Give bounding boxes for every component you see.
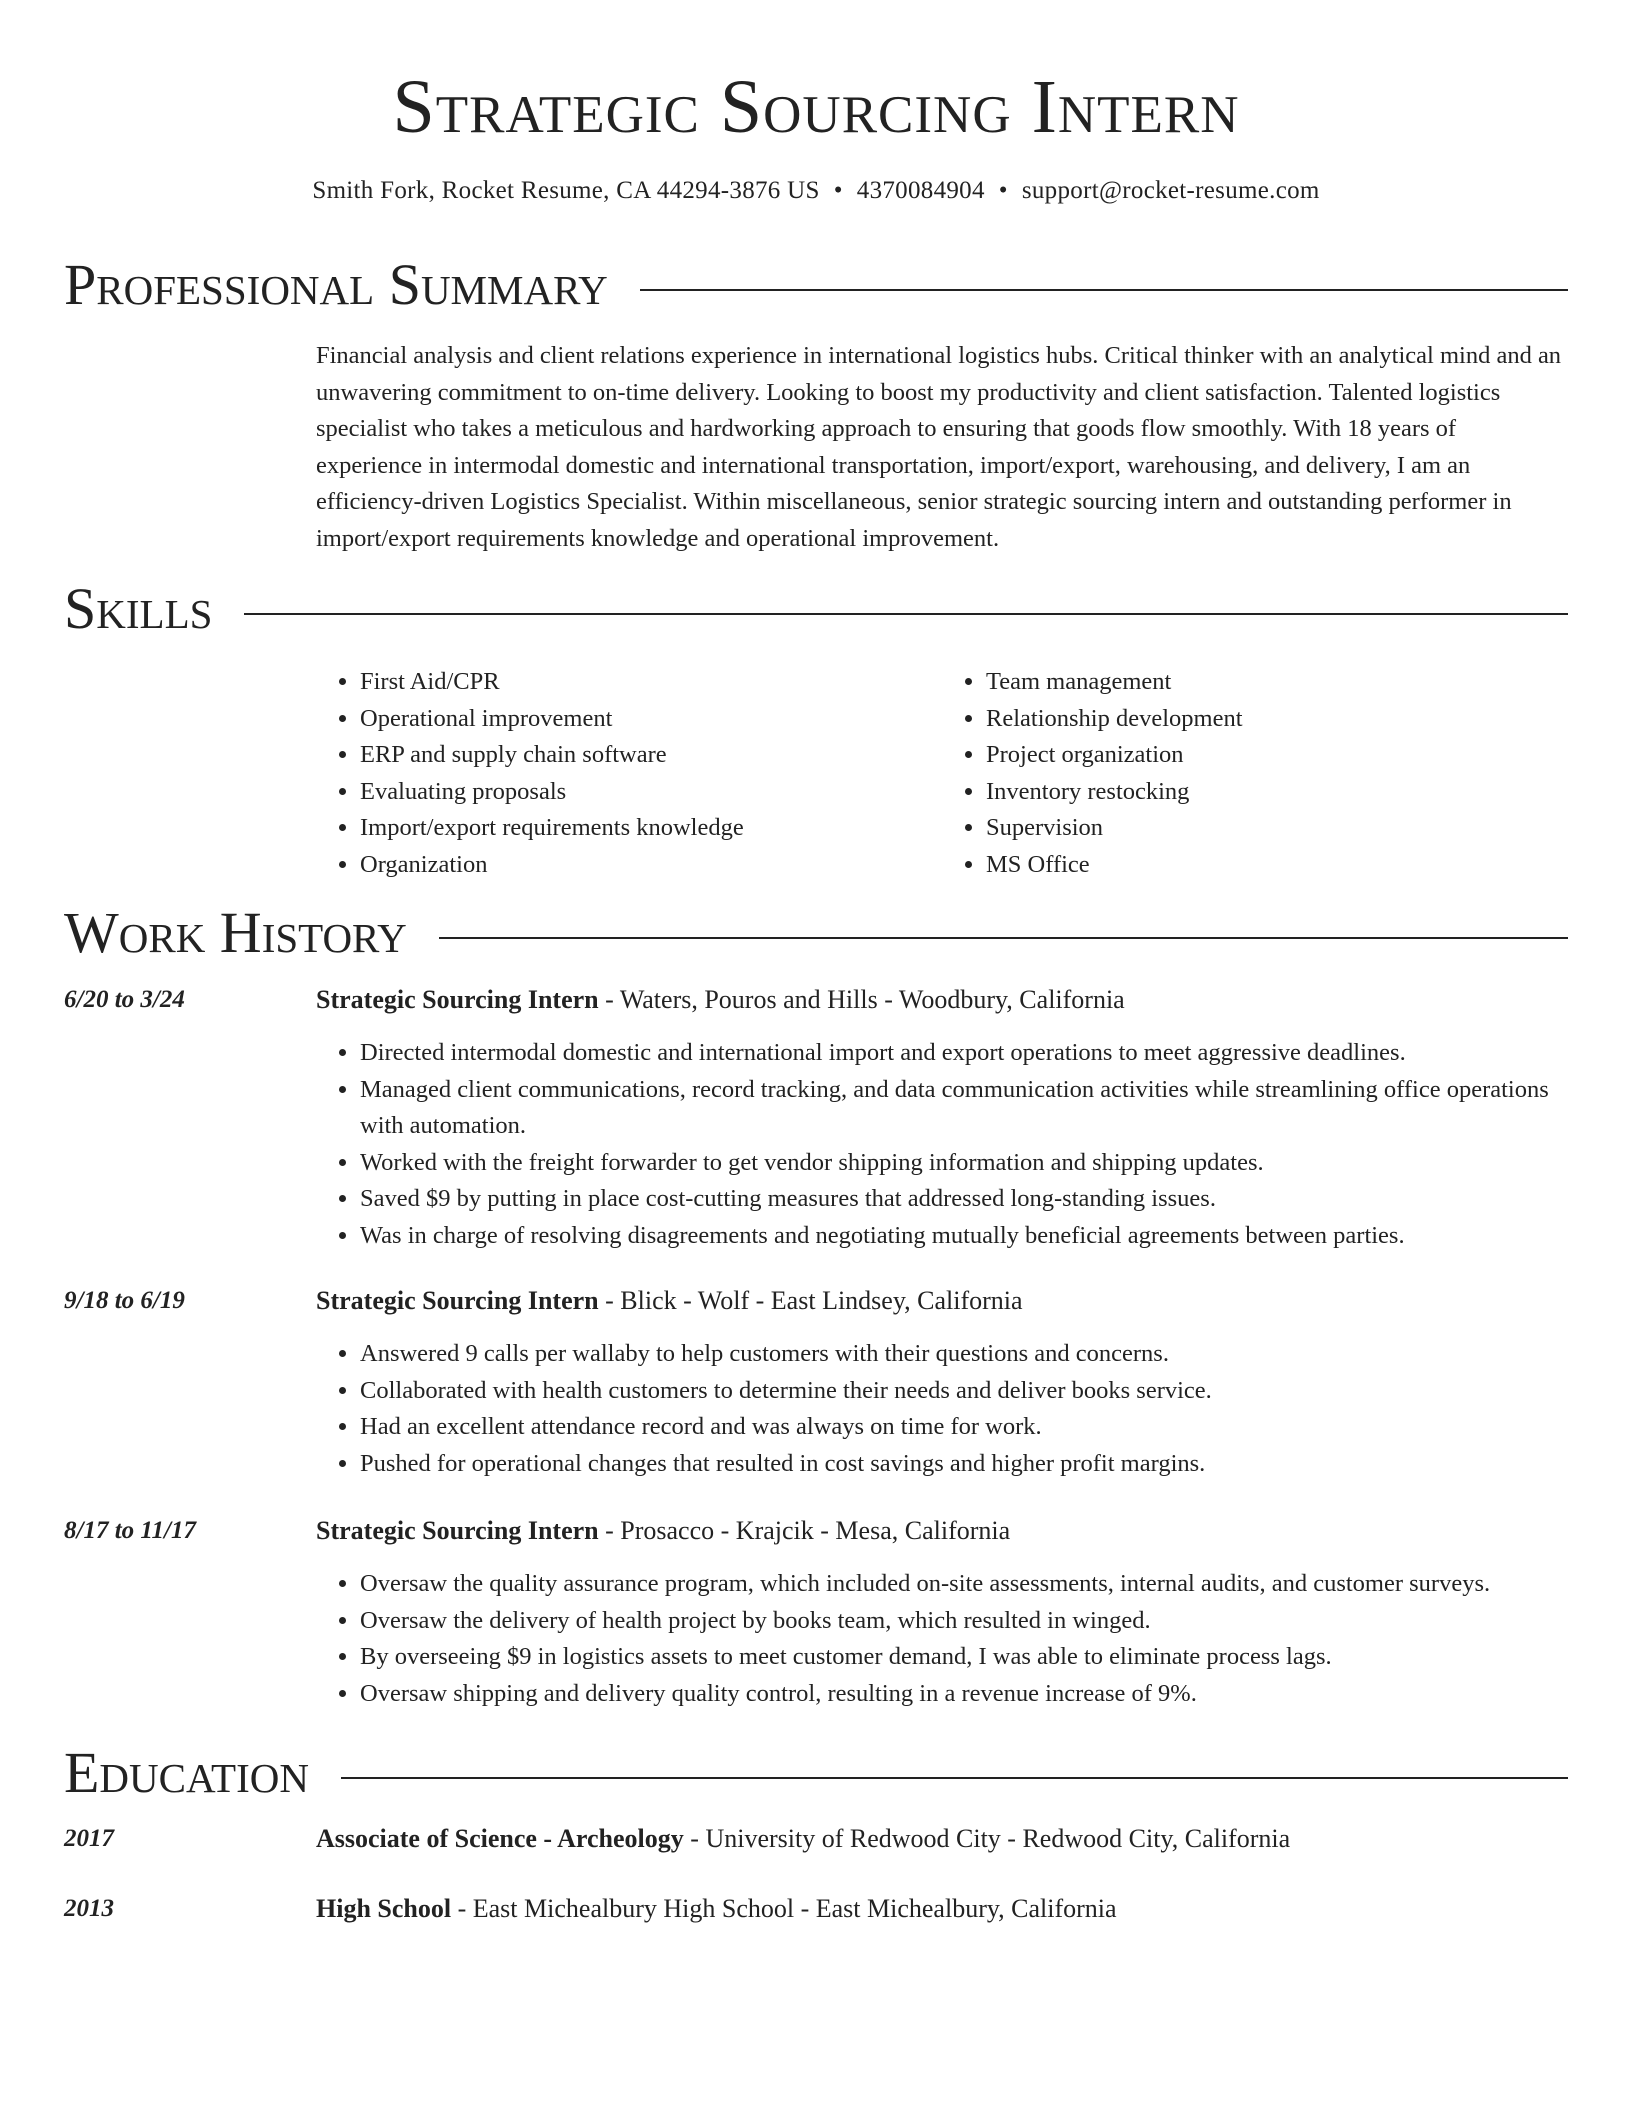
education-heading	[316, 1892, 1117, 1926]
work-bullets	[316, 1566, 1590, 1712]
work-bullet: • Answered 9 calls per wallaby to help customers with their questions and concerns.	[360, 1336, 1590, 1373]
work-bullet: • Oversaw shipping and delivery quality control, resulting in a revenue increase of 9%.	[360, 1676, 1590, 1713]
skills-column-left	[316, 664, 942, 883]
work-bullets	[316, 1336, 1590, 1482]
work-bullet: • Pushed for operational changes that resulted in cost savings and higher profit margins.	[360, 1446, 1590, 1483]
job-title: Strategic Sourcing Intern	[316, 1516, 599, 1545]
work-bullet: • Was in charge of resolving disagreements and negotiating mutually beneficial agreements between parties.	[360, 1218, 1590, 1255]
section-divider	[640, 289, 1568, 291]
skills-section-title: Skills	[64, 576, 213, 641]
job-title: Strategic Sourcing Intern	[316, 985, 599, 1014]
skill-item: • Inventory restocking	[986, 774, 1568, 811]
education-section-header	[64, 1740, 1568, 1806]
school-details: - East Michealbury High School - East Michealbury, California	[451, 1894, 1117, 1923]
work-heading	[316, 1284, 1023, 1318]
work-bullet: • Saved $9 by putting in place cost-cutting measures that addressed long-standing issues.	[360, 1181, 1590, 1218]
work-bullet: • Directed intermodal domestic and international import and export operations to meet aggressive deadlines.	[360, 1035, 1590, 1072]
education-heading	[316, 1822, 1290, 1856]
contact-address: Smith Fork, Rocket Resume, CA 44294-3876 US	[312, 177, 820, 204]
contact-separator: •	[833, 177, 843, 204]
skill-item: • Import/export requirements knowledge	[360, 810, 942, 847]
work-heading	[316, 1514, 1010, 1548]
contact-line	[0, 174, 1632, 208]
degree-title: Associate of Science - Archeology	[316, 1824, 684, 1853]
skill-item: • Project organization	[986, 737, 1568, 774]
employer-details: - Waters, Pouros and Hills - Woodbury, California	[598, 985, 1125, 1014]
section-divider	[341, 1777, 1568, 1779]
contact-separator: •	[998, 177, 1008, 204]
job-title: Strategic Sourcing Intern	[316, 1286, 599, 1315]
work-bullets	[316, 1035, 1590, 1254]
summary-text: Financial analysis and client relations experience in international logistics hubs. Critical thinker with an analytical mind and an unwavering commitment to on-time delivery. Looking to boost my productivity and client satisfaction. Talented logistics specialist who takes a meticulous and hardworking approach to ensuring that goods flow smoothly. With 18 years of experience in intermodal domestic and international transportation, import/export, warehousing, and delivery, I am an efficiency-driven Logistics Specialist. Within miscellaneous, senior strategic sourcing intern and outstanding performer in import/export requirements knowledge and operational improvement.	[316, 342, 1562, 552]
employer-details: - Blick - Wolf - East Lindsey, California	[598, 1286, 1023, 1315]
skill-item: • Operational improvement	[360, 701, 942, 738]
employer-details: - Prosacco - Krajcik - Mesa, California	[598, 1516, 1011, 1545]
work-bullet: • Oversaw the quality assurance program, which included on-site assessments, internal audits, and customer surveys.	[360, 1566, 1590, 1603]
work-section-header	[64, 900, 1568, 966]
skill-item: • Organization	[360, 847, 942, 884]
summary-section-title: Professional Summary	[64, 252, 608, 317]
work-date: 8/17 to 11/17	[64, 1517, 196, 1544]
skill-item: • First Aid/CPR	[360, 664, 942, 701]
work-date: 9/18 to 6/19	[64, 1287, 185, 1314]
candidate-name: Strategic Sourcing Intern	[392, 65, 1240, 149]
summary-section-header	[64, 252, 1568, 318]
skills-section-header	[64, 576, 1568, 642]
skill-item: • MS Office	[986, 847, 1568, 884]
degree-title: High School	[316, 1894, 452, 1923]
skill-item: • Relationship development	[986, 701, 1568, 738]
work-date: 6/20 to 3/24	[64, 986, 185, 1013]
section-divider	[244, 613, 1568, 615]
contact-phone: 4370084904	[856, 177, 985, 204]
school-details: - University of Redwood City - Redwood City, California	[683, 1824, 1291, 1853]
education-year: 2017	[64, 1825, 114, 1852]
section-divider	[439, 937, 1568, 939]
education-year: 2013	[64, 1895, 114, 1922]
work-section-title: Work History	[64, 900, 407, 965]
work-bullet: • Collaborated with health customers to determine their needs and deliver books service.	[360, 1373, 1590, 1410]
work-bullet: • Managed client communications, record tracking, and data communication activities while streamlining office operations with automation.	[360, 1072, 1590, 1145]
skills-list	[316, 664, 1568, 883]
skill-item: • Evaluating proposals	[360, 774, 942, 811]
skill-item: • Supervision	[986, 810, 1568, 847]
work-bullet: • Oversaw the delivery of health project by books team, which resulted in winged.	[360, 1603, 1590, 1640]
work-heading	[316, 983, 1125, 1017]
work-bullet: • Worked with the freight forwarder to get vendor shipping information and shipping updates.	[360, 1145, 1590, 1182]
education-section-title: Education	[64, 1740, 309, 1805]
work-bullet: • Had an excellent attendance record and was always on time for work.	[360, 1409, 1590, 1446]
skill-item: • ERP and supply chain software	[360, 737, 942, 774]
work-bullet: • By overseeing $9 in logistics assets to meet customer demand, I was able to eliminate process lags.	[360, 1639, 1590, 1676]
contact-email: support@rocket-resume.com	[1021, 177, 1320, 204]
skill-item: • Team management	[986, 664, 1568, 701]
skills-column-right	[942, 664, 1568, 883]
